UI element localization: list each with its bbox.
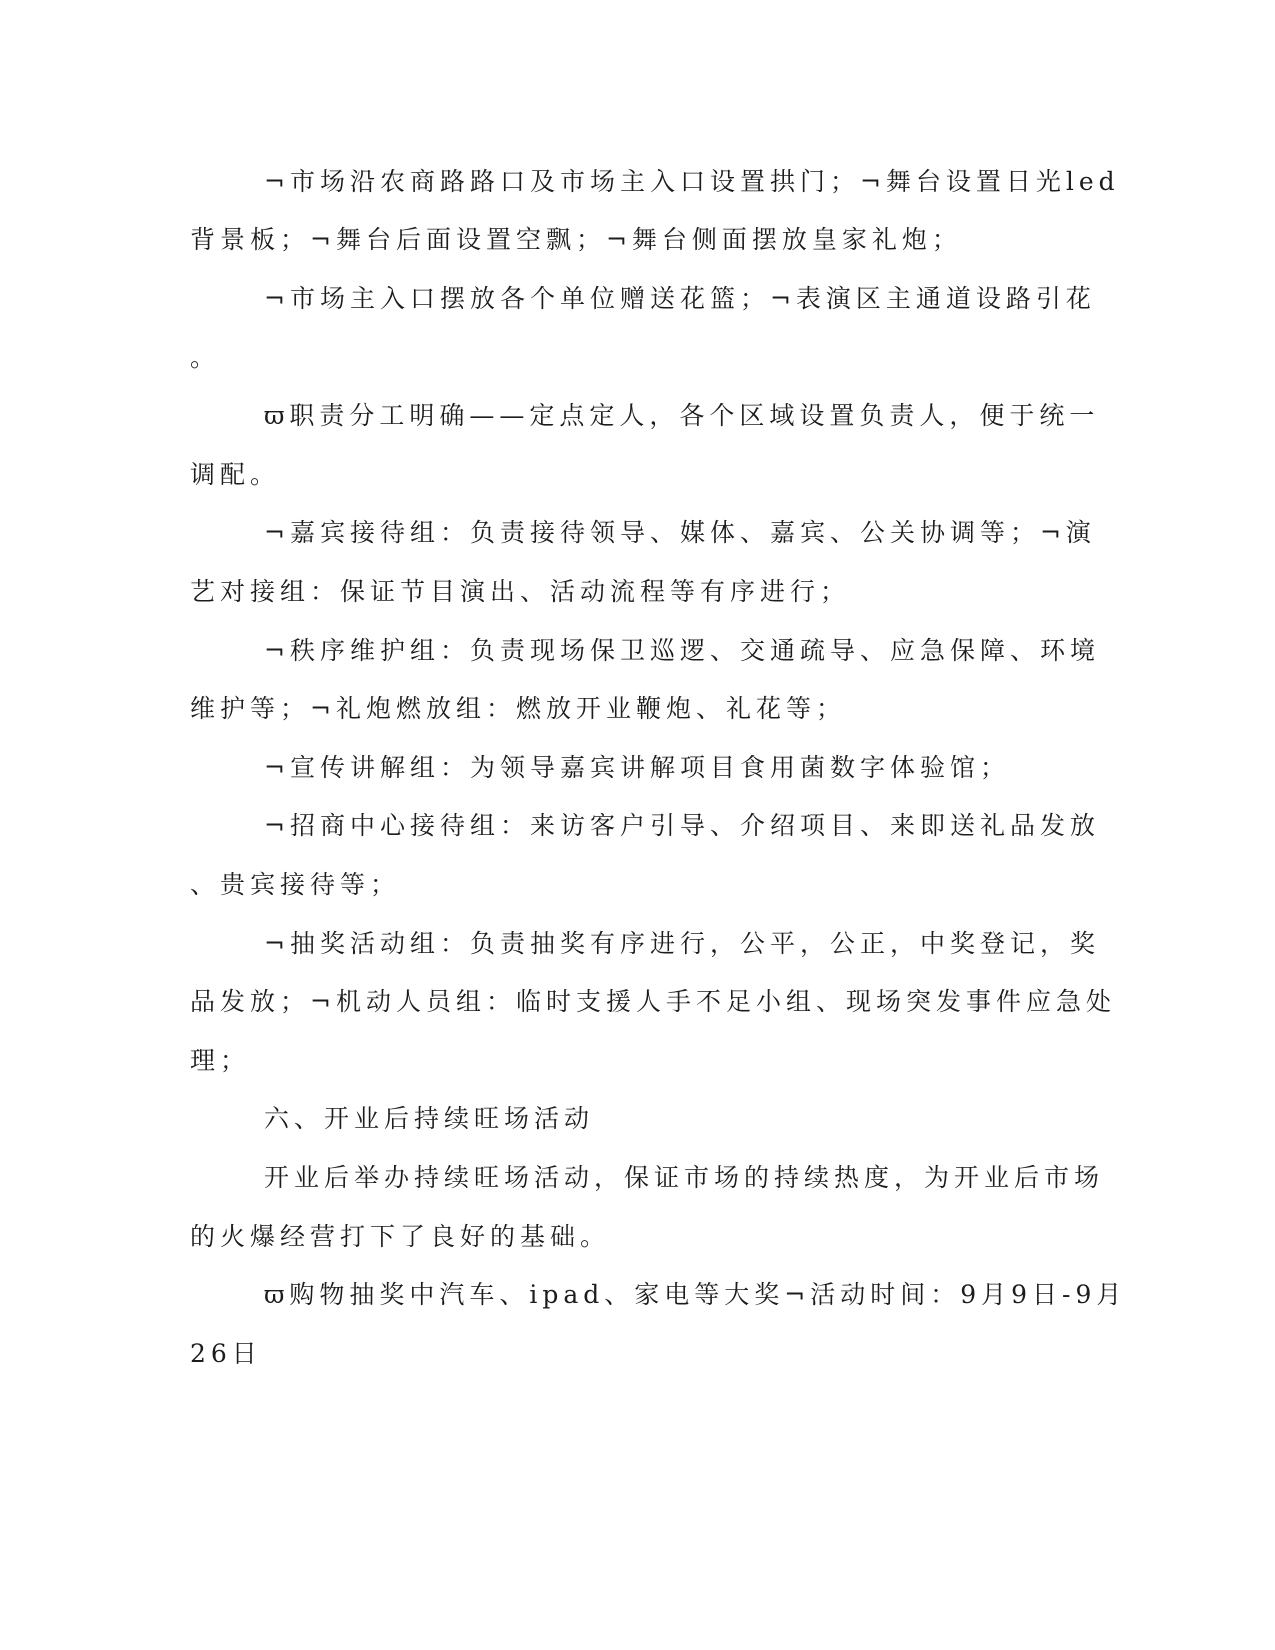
text-line-18: 开业后举办持续旺场活动，保证市场的持续热度，为开业后市场 [264, 1163, 1105, 1192]
text-line-3: ¬市场主入口摆放各个单位赠送花篮；¬表演区主通道设路引花 [264, 284, 1096, 313]
section-heading: 六、开业后持续旺场活动 [264, 1104, 595, 1133]
text-line-5: ϖ职责分工明确——定点定人，各个区域设置负责人，便于统一 [264, 401, 1100, 430]
text-line-4: 。 [190, 343, 221, 372]
text-line-1: ¬市场沿农商路路口及市场主入口设置拱门；¬舞台设置日光led [264, 167, 1120, 196]
text-line-10: 维护等；¬礼炮燃放组：燃放开业鞭炮、礼花等； [190, 694, 846, 723]
text-line-13: 、贵宾接待等； [190, 870, 401, 899]
text-line-14: ¬抽奖活动组：负责抽奖有序进行，公平，公正，中奖登记，奖 [264, 929, 1100, 958]
text-line-6: 调配。 [190, 460, 281, 489]
text-line-21: 26日 [190, 1339, 262, 1368]
text-line-2: 背景板；¬舞台后面设置空飘；¬舞台侧面摆放皇家礼炮； [190, 225, 962, 254]
text-line-9: ¬秩序维护组：负责现场保卫巡逻、交通疏导、应急保障、环境 [264, 636, 1100, 665]
text-line-7: ¬嘉宾接待组：负责接待领导、媒体、嘉宾、公关协调等；¬演 [264, 518, 1096, 547]
text-line-15: 品发放；¬机动人员组：临时支援人手不足小组、现场突发事件应急处 [190, 987, 1116, 1016]
text-line-11: ¬宣传讲解组：为领导嘉宾讲解项目食用菌数字体验馆； [264, 753, 1010, 782]
text-line-16: 理； [190, 1046, 251, 1075]
text-line-19: 的火爆经营打下了良好的基础。 [190, 1222, 611, 1251]
text-line-20: ϖ购物抽奖中汽车、ipad、家电等大奖¬活动时间：9月9日-9月 [264, 1280, 1127, 1309]
text-line-8: 艺对接组：保证节目演出、活动流程等有序进行； [190, 577, 851, 606]
text-line-12: ¬招商中心接待组：来访客户引导、介绍项目、来即送礼品发放 [264, 811, 1100, 840]
